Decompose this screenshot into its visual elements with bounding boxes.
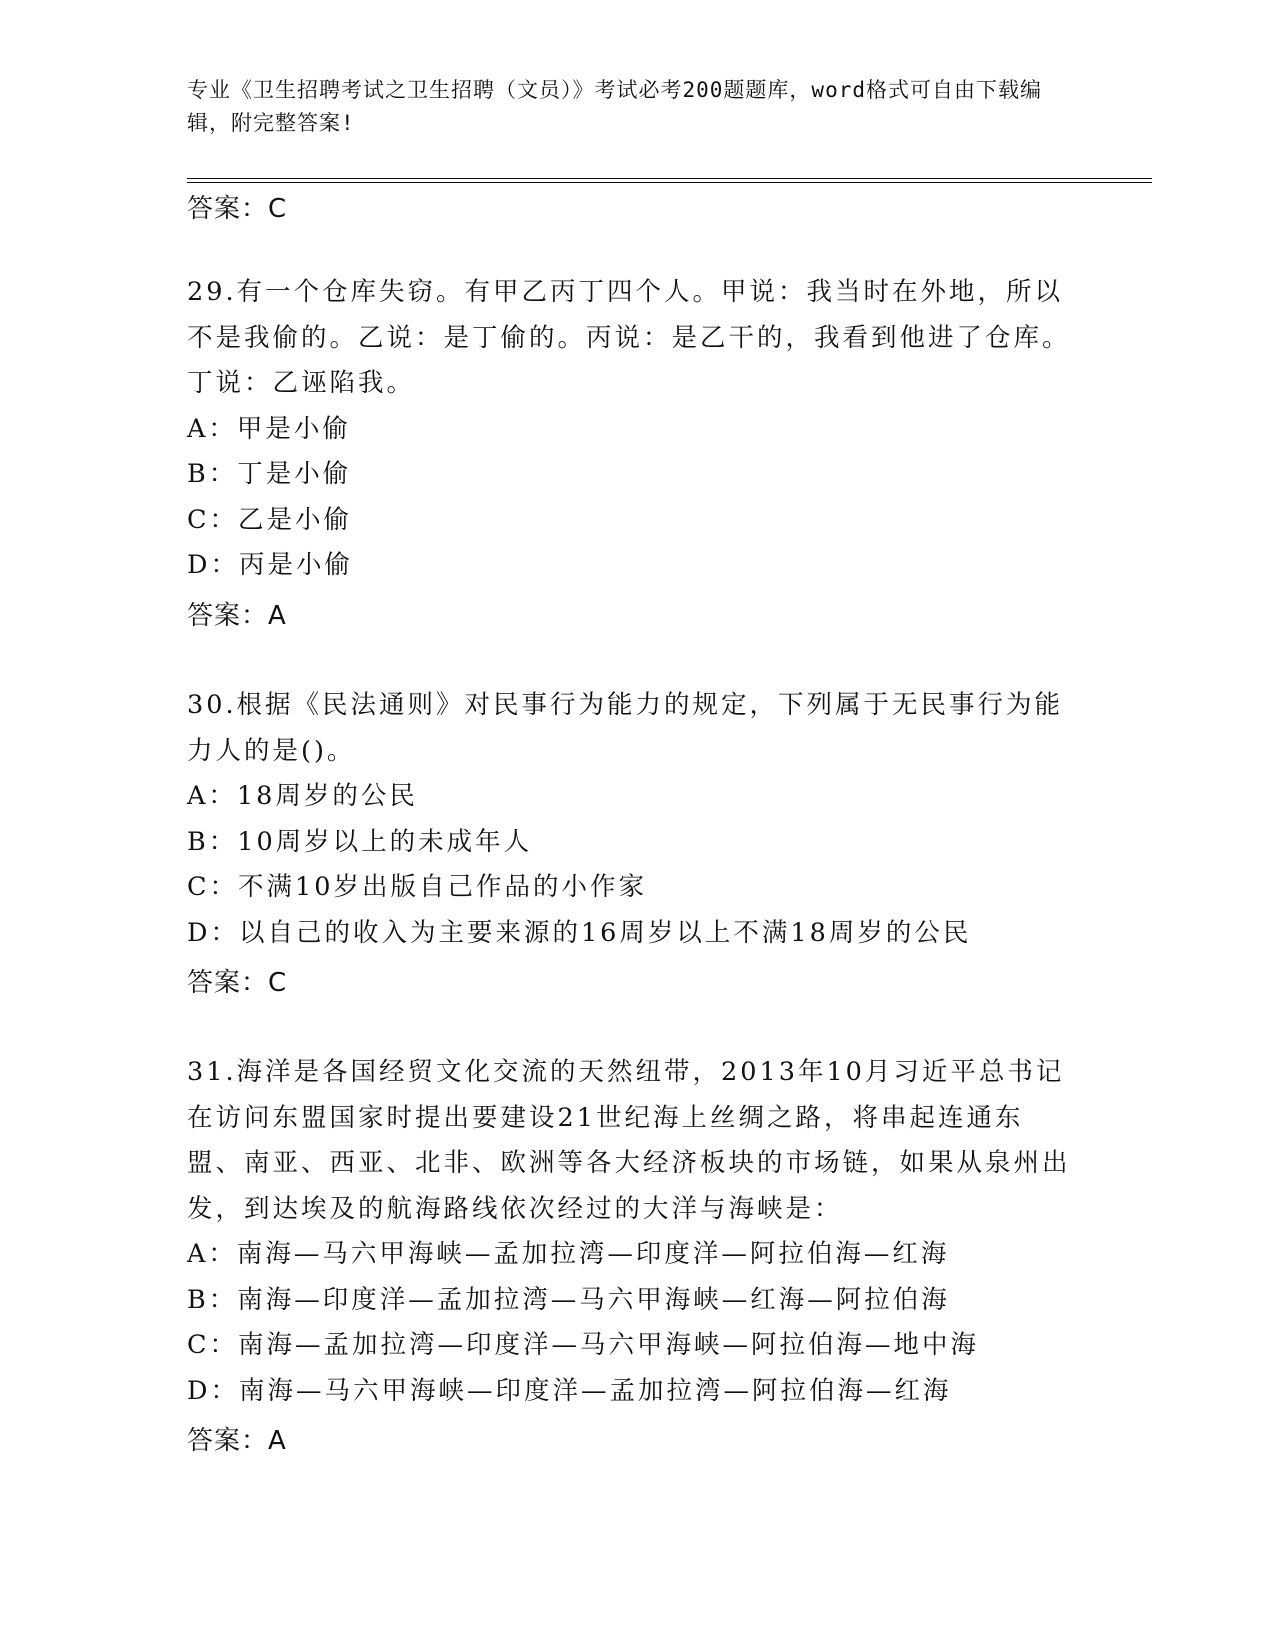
- option-b: B：10周岁以上的未成年人: [187, 826, 533, 857]
- answer-line: [187, 188, 287, 225]
- option-c: C：不满10岁出版自己作品的小作家: [187, 872, 647, 902]
- answer-value: C: [268, 968, 288, 998]
- option-d: D：以自己的收入为主要来源的16周岁以上不满18周岁的公民: [187, 917, 972, 948]
- answer-line: [187, 1420, 287, 1457]
- answer-label: 答案：: [187, 601, 269, 631]
- answer-label: 答案：: [187, 968, 269, 998]
- option-c: C：南海—孟加拉湾—印度洋—马六甲海峡—阿拉伯海—地中海: [187, 1330, 980, 1360]
- answer-label: 答案：: [187, 194, 269, 224]
- option-d: D：南海—马六甲海峡—印度洋—孟加拉湾—阿拉伯海—红海: [187, 1375, 952, 1406]
- option-b: B：丁是小偷: [187, 459, 352, 489]
- question-stem: 31.海洋是各国经贸文化交流的天然纽带，2013年10月习近平总书记在访问东盟国家时提出要建设21世纪海上丝绸之路，将串起连通东盟、南亚、西亚、北非、欧洲等各大经济板块的市场链，如果从泉州出发，到达埃及的航海路线依次经过的大洋与海峡是：: [187, 1057, 1071, 1224]
- option-a: A：南海—马六甲海峡—孟加拉湾—印度洋—阿拉伯海—红海: [187, 1239, 950, 1269]
- header-divider: [187, 178, 1152, 179]
- option-d: D：丙是小偷: [187, 550, 353, 580]
- question-stem: 30.根据《民法通则》对民事行为能力的规定，下列属于无民事行为能力人的是()。: [187, 690, 1064, 766]
- answer-value: A: [268, 601, 287, 631]
- answer-value: C: [268, 194, 288, 224]
- option-b: B：南海—印度洋—孟加拉湾—马六甲海峡—红海—阿拉伯海: [187, 1284, 950, 1315]
- option-c: C：乙是小偷: [187, 504, 353, 535]
- answer-value: A: [268, 1426, 287, 1456]
- document-header: 专业《卫生招聘考试之卫生招聘（文员）》考试必考200题题库，word格式可自由下载编辑，附完整答案!: [187, 78, 1042, 135]
- question-stem: 29.有一个仓库失窃。有甲乙丙丁四个人。甲说：我当时在外地，所以不是我偷的。乙说：是丁偷的。丙说：是乙干的，我看到他进了仓库。丁说：乙诬陷我。: [187, 277, 1071, 398]
- question-30: [187, 683, 1077, 956]
- answer-line: [187, 962, 287, 999]
- question-31: [187, 1050, 1077, 1414]
- answer-label: 答案：: [187, 1426, 269, 1456]
- header-divider-second: [187, 182, 1152, 183]
- option-a: A：甲是小偷: [187, 413, 351, 444]
- question-29: [187, 270, 1077, 589]
- option-a: A：18周岁的公民: [187, 781, 418, 811]
- answer-line: [187, 595, 287, 632]
